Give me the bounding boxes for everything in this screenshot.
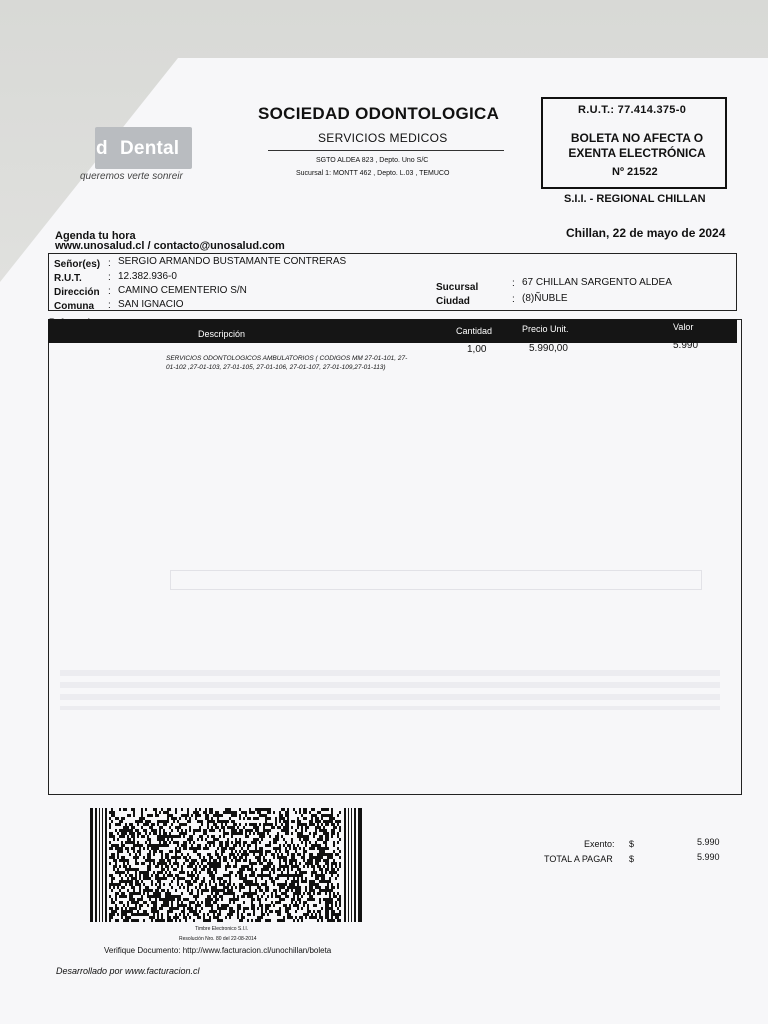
exempt-label: Exento: <box>584 839 615 849</box>
city-label: Ciudad <box>436 296 470 307</box>
company-address-1: SGTO ALDEA 823 , Depto. Uno S/C <box>316 157 429 164</box>
item-unit-price: 5.990,00 <box>529 343 568 354</box>
branch-value: 67 CHILLAN SARGENTO ALDEA <box>522 277 672 288</box>
header-description: Descripción <box>198 329 246 339</box>
client-colon: : <box>108 286 111 297</box>
items-table-header <box>48 319 737 343</box>
items-table <box>48 319 742 795</box>
client-rut-label: R.U.T. <box>54 273 82 284</box>
client-colon: : <box>108 300 111 311</box>
branch-label: Sucursal <box>436 282 479 293</box>
brand-logo-prefix: d <box>96 138 108 159</box>
exempt-currency: $ <box>629 839 635 849</box>
client-name-label: Señor(es) <box>54 259 101 270</box>
client-colon: : <box>108 258 111 269</box>
brand-slogan: queremos verte sonreir <box>80 171 183 182</box>
issue-date: Chillan, 22 de mayo de 2024 <box>566 226 726 240</box>
header-unit-price: Precio Unit. <box>522 324 569 334</box>
client-comuna-label: Comuna <box>54 301 94 312</box>
city-colon: : <box>512 294 515 305</box>
verify-document-text: Verifique Documento: http://www.facturacion.cl/unochillan/boleta <box>104 946 332 955</box>
electronic-stamp-barcode <box>90 808 362 922</box>
company-address-2: Sucursal 1: MONTT 462 , Depto. L.03 , TEMUCO <box>296 170 450 177</box>
client-comuna-value: SAN IGNACIO <box>118 299 184 310</box>
document-number: Nº 21522 <box>612 166 658 178</box>
company-rut: R.U.T.: 77.414.375-0 <box>578 104 687 116</box>
total-label: TOTAL A PAGAR <box>544 854 613 864</box>
client-name-value: SERGIO ARMANDO BUSTAMANTE CONTRERAS <box>118 256 347 267</box>
item-description: SERVICIOS ODONTOLOGICOS AMBULATORIOS ( CODIGOS MM 27-01-101, 27-01-102 ,27-01-103, 27-01-105, 27-01-106, 27-01-107, 27-01-109,27-01-113) <box>166 355 408 371</box>
client-rut-value: 12.382.936-0 <box>118 271 177 282</box>
company-subtitle: SERVICIOS MEDICOS <box>318 131 448 145</box>
document-type-line-2: EXENTA ELECTRÓNICA <box>568 146 706 160</box>
client-address-label: Dirección <box>54 287 100 298</box>
item-quantity: 1,00 <box>467 344 487 355</box>
client-colon: : <box>108 272 111 283</box>
header-value: Valor <box>673 322 694 332</box>
stamp-resolution: Resolución Nro. 80 del 22-08-2014 <box>179 936 257 942</box>
document-type <box>562 131 712 161</box>
stamp-title: Timbre Electronico S.I.I. <box>195 926 249 932</box>
total-value: 5.990 <box>697 852 720 862</box>
city-value: (8)ÑUBLE <box>522 293 568 304</box>
item-value: 5.990 <box>673 340 699 351</box>
brand-logo-text: Dental <box>120 138 180 159</box>
header-quantity: Cantidad <box>456 326 493 336</box>
sii-office: S.I.I. - REGIONAL CHILLAN <box>564 193 706 205</box>
total-currency: $ <box>629 854 635 864</box>
agenda-contact: www.unosalud.cl / contacto@unosalud.com <box>55 240 285 252</box>
exempt-value: 5.990 <box>697 837 720 847</box>
company-divider <box>268 150 504 151</box>
company-name: SOCIEDAD ODONTOLOGICA <box>258 104 500 123</box>
branch-colon: : <box>512 278 515 289</box>
developed-by: Desarrollado por www.facturacion.cl <box>56 966 200 976</box>
client-address-value: CAMINO CEMENTERIO S/N <box>118 285 247 296</box>
document-type-line-1: BOLETA NO AFECTA O <box>570 131 704 145</box>
agenda-heading: Agenda tu hora <box>55 230 136 242</box>
